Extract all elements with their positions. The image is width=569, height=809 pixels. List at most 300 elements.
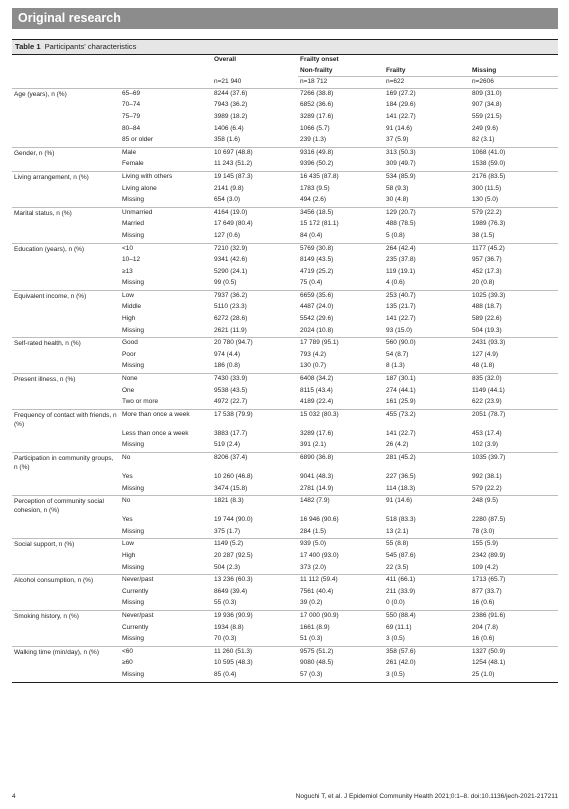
value-frailty: 534 (85.9) bbox=[384, 171, 470, 183]
value-frailty: 264 (42.4) bbox=[384, 243, 470, 255]
category-label: Missing bbox=[122, 599, 145, 607]
value-frailty: 274 (44.1) bbox=[386, 386, 416, 394]
table-row bbox=[12, 219, 558, 231]
value-non-frailty: 39 (0.2) bbox=[300, 599, 323, 607]
value-missing: 1025 (39.3) bbox=[470, 290, 558, 302]
category-label: None bbox=[120, 374, 212, 386]
header-row-1 bbox=[12, 55, 558, 66]
category-label: Missing bbox=[122, 635, 145, 643]
value-missing: 907 (34.8) bbox=[472, 101, 502, 109]
value-missing: 2176 (83.5) bbox=[470, 171, 558, 183]
table-row bbox=[12, 314, 558, 326]
value-overall: 9538 (43.5) bbox=[214, 386, 248, 394]
characteristic-label: Alcohol consumption, n (%) bbox=[12, 575, 120, 587]
value-missing: 155 (5.9) bbox=[470, 539, 558, 551]
table-row bbox=[12, 290, 558, 302]
value-non-frailty: 4189 (22.4) bbox=[300, 398, 334, 406]
value-frailty: 211 (33.9) bbox=[386, 587, 416, 595]
characteristic-label: Smoking history, n (%) bbox=[12, 610, 120, 622]
characteristic-label: Perception of community social cohesion, n (%) bbox=[12, 496, 120, 516]
value-overall: 3883 (17.7) bbox=[214, 429, 248, 437]
value-non-frailty: 1783 (9.5) bbox=[300, 184, 330, 192]
value-missing: 248 (9.5) bbox=[470, 496, 558, 516]
header-missing: Missing bbox=[470, 66, 558, 77]
category-label: One bbox=[122, 386, 135, 394]
value-non-frailty: 3456 (18.5) bbox=[298, 207, 384, 219]
category-label: 85 or older bbox=[122, 136, 154, 144]
value-overall: 8206 (37.4) bbox=[212, 453, 298, 473]
value-overall: 19 744 (90.0) bbox=[214, 516, 253, 524]
value-overall: 519 (2.4) bbox=[214, 441, 241, 449]
value-overall: 1149 (5.2) bbox=[212, 539, 298, 551]
value-missing: 1538 (59.0) bbox=[472, 160, 506, 168]
category-label: Living alone bbox=[122, 184, 157, 192]
value-frailty: 3 (0.5) bbox=[386, 670, 405, 678]
value-non-frailty: 373 (2.0) bbox=[300, 563, 327, 571]
value-overall: 504 (2.3) bbox=[214, 563, 241, 571]
table-row bbox=[12, 361, 558, 373]
characteristic-label: Gender, n (%) bbox=[12, 147, 120, 159]
table-label: Table 1 bbox=[15, 42, 41, 51]
value-missing: 20 (0.8) bbox=[472, 279, 495, 287]
characteristics-table bbox=[12, 54, 558, 682]
table-row bbox=[12, 112, 558, 124]
category-label: No bbox=[120, 453, 212, 473]
value-overall: 20 287 (92.5) bbox=[214, 551, 253, 559]
value-non-frailty: 2024 (10.8) bbox=[300, 326, 334, 334]
value-non-frailty: 15 032 (80.3) bbox=[298, 409, 384, 429]
header-row-n bbox=[12, 77, 558, 89]
value-overall: 6272 (28.6) bbox=[214, 315, 248, 323]
value-overall: 55 (0.3) bbox=[214, 599, 237, 607]
characteristic-label: Self-rated health, n (%) bbox=[12, 338, 120, 350]
category-label: <10 bbox=[120, 243, 212, 255]
category-label: Missing bbox=[122, 563, 145, 571]
characteristic-label: Present illness, n (%) bbox=[12, 374, 120, 386]
value-missing: 1989 (76.3) bbox=[472, 220, 506, 228]
value-missing: 48 (1.8) bbox=[472, 362, 495, 370]
value-overall: 85 (0.4) bbox=[214, 670, 237, 678]
value-non-frailty: 5542 (29.6) bbox=[300, 315, 334, 323]
value-frailty: 358 (57.6) bbox=[384, 646, 470, 658]
characteristic-label: Social support, n (%) bbox=[12, 539, 120, 551]
category-label: Low bbox=[120, 290, 212, 302]
value-missing: 1327 (50.9) bbox=[470, 646, 558, 658]
value-non-frailty: 5769 (30.8) bbox=[298, 243, 384, 255]
table-row bbox=[12, 278, 558, 290]
category-label: Low bbox=[120, 539, 212, 551]
table-row bbox=[12, 255, 558, 267]
characteristic-label: Walking time (min/day), n (%) bbox=[12, 646, 120, 658]
value-missing: 16 (0.6) bbox=[472, 635, 495, 643]
value-non-frailty: 7266 (38.8) bbox=[298, 88, 384, 100]
header-non-frailty: Non-frailty bbox=[298, 66, 384, 77]
table-row bbox=[12, 575, 558, 587]
category-label: 70–74 bbox=[122, 101, 141, 109]
table-body bbox=[12, 88, 558, 681]
category-label: Male bbox=[120, 147, 212, 159]
value-frailty: 518 (83.3) bbox=[386, 516, 416, 524]
value-overall: 20 780 (94.7) bbox=[212, 338, 298, 350]
characteristic-label: Age (years), n (%) bbox=[12, 88, 120, 100]
table-row bbox=[12, 386, 558, 398]
value-non-frailty: 4719 (25.2) bbox=[300, 267, 334, 275]
category-label: Missing bbox=[122, 527, 145, 535]
characteristic-label: Equivalent income, n (%) bbox=[12, 290, 120, 302]
category-label: Missing bbox=[122, 670, 145, 678]
value-missing: 300 (11.5) bbox=[472, 184, 502, 192]
value-frailty: 141 (22.7) bbox=[386, 429, 416, 437]
value-missing: 1068 (41.0) bbox=[470, 147, 558, 159]
table-row bbox=[12, 171, 558, 183]
value-non-frailty: 8115 (43.4) bbox=[300, 386, 333, 394]
value-missing: 2386 (91.6) bbox=[470, 610, 558, 622]
category-label: Missing bbox=[122, 231, 145, 239]
value-frailty: 261 (42.0) bbox=[386, 659, 416, 667]
value-non-frailty: 494 (2.6) bbox=[300, 196, 327, 204]
value-missing: 452 (17.3) bbox=[472, 267, 502, 275]
table-row bbox=[12, 195, 558, 207]
category-label: High bbox=[122, 315, 136, 323]
value-missing: 957 (36.7) bbox=[472, 256, 502, 264]
value-overall: 11 260 (51.3) bbox=[212, 646, 298, 658]
header-row-2 bbox=[12, 66, 558, 77]
category-label: Less than once a week bbox=[122, 429, 189, 437]
value-frailty: 119 (19.1) bbox=[386, 267, 416, 275]
value-frailty: 253 (40.7) bbox=[384, 290, 470, 302]
value-non-frailty: 284 (1.5) bbox=[300, 527, 327, 535]
value-missing: 82 (3.1) bbox=[472, 136, 495, 144]
value-missing: 1177 (45.2) bbox=[470, 243, 558, 255]
category-label: Two or more bbox=[122, 398, 159, 406]
value-frailty: 13 (2.1) bbox=[386, 527, 409, 535]
table-bottom-rule bbox=[12, 682, 558, 683]
value-overall: 8649 (39.4) bbox=[214, 587, 248, 595]
value-missing: 504 (19.3) bbox=[472, 326, 502, 334]
value-missing: 102 (3.9) bbox=[472, 441, 499, 449]
header-n-overall: n=21 940 bbox=[212, 77, 298, 89]
value-frailty: 135 (21.7) bbox=[386, 303, 416, 311]
value-non-frailty: 9316 (49.8) bbox=[298, 147, 384, 159]
value-overall: 70 (0.3) bbox=[214, 635, 237, 643]
category-label: High bbox=[122, 551, 136, 559]
category-label: Missing bbox=[122, 484, 145, 492]
value-missing: 1254 (48.1) bbox=[472, 659, 506, 667]
value-frailty: 0 (0.0) bbox=[386, 599, 405, 607]
table-row bbox=[12, 267, 558, 279]
table-row bbox=[12, 587, 558, 599]
value-frailty: 37 (5.9) bbox=[386, 136, 409, 144]
value-non-frailty: 84 (0.4) bbox=[300, 231, 323, 239]
value-frailty: 141 (22.7) bbox=[386, 315, 416, 323]
category-label: Never/past bbox=[120, 575, 212, 587]
value-missing: 1035 (39.7) bbox=[470, 453, 558, 473]
value-missing: 249 (9.6) bbox=[472, 124, 499, 132]
category-label: Missing bbox=[122, 279, 145, 287]
table-row bbox=[12, 551, 558, 563]
header-n-frailty: n=622 bbox=[384, 77, 470, 89]
value-frailty: 488 (78.5) bbox=[386, 220, 416, 228]
value-frailty: 30 (4.8) bbox=[386, 196, 409, 204]
category-label: Living with others bbox=[120, 171, 212, 183]
table-row bbox=[12, 207, 558, 219]
category-label: Currently bbox=[122, 623, 149, 631]
value-overall: 4972 (22.7) bbox=[214, 398, 248, 406]
value-non-frailty: 11 112 (59.4) bbox=[298, 575, 384, 587]
value-frailty: 8 (1.3) bbox=[386, 362, 405, 370]
value-overall: 5110 (23.3) bbox=[214, 303, 247, 311]
value-missing: 16 (0.6) bbox=[472, 599, 495, 607]
category-label: Currently bbox=[122, 587, 149, 595]
value-non-frailty: 9041 (48.3) bbox=[300, 473, 334, 480]
category-label: Yes bbox=[122, 473, 133, 480]
category-label: Female bbox=[122, 160, 144, 168]
value-non-frailty: 8149 (43.5) bbox=[300, 256, 334, 264]
table-row bbox=[12, 429, 558, 441]
value-non-frailty: 7561 (40.4) bbox=[300, 587, 334, 595]
value-overall: 1821 (8.3) bbox=[212, 496, 298, 516]
category-label: Missing bbox=[122, 362, 145, 370]
value-missing: 835 (32.0) bbox=[470, 374, 558, 386]
table-row bbox=[12, 646, 558, 658]
value-overall: 9341 (42.6) bbox=[214, 256, 248, 264]
characteristic-label: Marital status, n (%) bbox=[12, 207, 120, 219]
value-overall: 3474 (15.8) bbox=[214, 484, 248, 492]
table-row bbox=[12, 496, 558, 516]
value-missing: 622 (23.9) bbox=[472, 398, 502, 406]
value-missing: 109 (4.2) bbox=[472, 563, 499, 571]
value-non-frailty: 6890 (36.8) bbox=[298, 453, 384, 473]
value-overall: 13 236 (60.3) bbox=[212, 575, 298, 587]
value-frailty: 161 (25.9) bbox=[386, 398, 416, 406]
value-frailty: 235 (37.8) bbox=[386, 256, 416, 264]
header-overall: Overall bbox=[212, 55, 298, 66]
value-non-frailty: 17 400 (93.0) bbox=[300, 551, 339, 559]
table-row bbox=[12, 527, 558, 539]
characteristic-label: Living arrangement, n (%) bbox=[12, 171, 120, 183]
characteristic-label: Participation in community groups, n (%) bbox=[12, 453, 120, 473]
value-non-frailty: 17 000 (90.9) bbox=[298, 610, 384, 622]
table-row bbox=[12, 397, 558, 409]
table-row bbox=[12, 147, 558, 159]
category-label: More than once a week bbox=[120, 409, 212, 429]
table-row bbox=[12, 326, 558, 338]
value-frailty: 58 (9.3) bbox=[386, 184, 409, 192]
value-non-frailty: 2781 (14.9) bbox=[300, 484, 334, 492]
value-overall: 358 (1.6) bbox=[214, 136, 241, 144]
table-row bbox=[12, 231, 558, 243]
value-missing: 579 (22.2) bbox=[470, 207, 558, 219]
value-frailty: 309 (49.7) bbox=[386, 160, 416, 168]
value-overall: 4164 (19.0) bbox=[212, 207, 298, 219]
value-non-frailty: 57 (0.3) bbox=[300, 670, 323, 678]
value-missing: 127 (4.9) bbox=[472, 350, 499, 358]
value-frailty: 4 (0.6) bbox=[386, 279, 405, 287]
value-non-frailty: 15 172 (81.1) bbox=[300, 220, 339, 228]
value-frailty: 54 (8.7) bbox=[386, 350, 409, 358]
table-row bbox=[12, 563, 558, 575]
table-row bbox=[12, 598, 558, 610]
table-row bbox=[12, 515, 558, 527]
value-frailty: 455 (73.2) bbox=[384, 409, 470, 429]
table-row bbox=[12, 409, 558, 429]
value-non-frailty: 75 (0.4) bbox=[300, 279, 323, 287]
header-n-non-frailty: n=18 712 bbox=[298, 77, 384, 89]
category-label: Missing bbox=[122, 441, 145, 449]
category-label: Good bbox=[120, 338, 212, 350]
value-missing: 488 (18.7) bbox=[472, 303, 502, 311]
header-n-missing: n=2606 bbox=[470, 77, 558, 89]
value-frailty: 313 (50.3) bbox=[384, 147, 470, 159]
value-non-frailty: 1482 (7.9) bbox=[298, 496, 384, 516]
value-frailty: 141 (22.7) bbox=[386, 112, 416, 120]
table-row bbox=[12, 484, 558, 496]
value-non-frailty: 6408 (34.2) bbox=[298, 374, 384, 386]
table-row bbox=[12, 243, 558, 255]
table-row bbox=[12, 658, 558, 670]
value-overall: 10 260 (46.8) bbox=[214, 473, 253, 480]
value-missing: 2431 (93.3) bbox=[470, 338, 558, 350]
value-missing: 2051 (78.7) bbox=[470, 409, 558, 429]
value-frailty: 184 (29.6) bbox=[386, 101, 416, 109]
value-frailty: 93 (15.0) bbox=[386, 326, 413, 334]
characteristic-label: Frequency of contact with friends, n (%) bbox=[12, 409, 120, 429]
table-row bbox=[12, 440, 558, 452]
category-label: 80–84 bbox=[122, 124, 141, 132]
value-non-frailty: 3289 (17.6) bbox=[300, 112, 334, 120]
value-frailty: 69 (11.1) bbox=[386, 623, 412, 631]
value-overall: 17 649 (80.4) bbox=[214, 220, 253, 228]
category-label: Missing bbox=[122, 326, 145, 334]
value-overall: 7943 (36.2) bbox=[214, 101, 248, 109]
value-overall: 3989 (18.2) bbox=[214, 112, 248, 120]
value-missing: 589 (22.6) bbox=[472, 315, 502, 323]
category-label: Yes bbox=[122, 516, 133, 524]
value-overall: 654 (3.0) bbox=[214, 196, 241, 204]
value-frailty: 22 (3.5) bbox=[386, 563, 409, 571]
value-non-frailty: 51 (0.3) bbox=[300, 635, 323, 643]
table-row bbox=[12, 374, 558, 386]
value-overall: 8244 (37.6) bbox=[212, 88, 298, 100]
category-label: No bbox=[120, 496, 212, 516]
value-frailty: 55 (8.8) bbox=[384, 539, 470, 551]
table-row bbox=[12, 634, 558, 646]
value-non-frailty: 239 (1.3) bbox=[300, 136, 327, 144]
category-label: ≥60 bbox=[122, 659, 133, 667]
value-frailty: 3 (0.5) bbox=[386, 635, 405, 643]
value-overall: 7210 (32.9) bbox=[212, 243, 298, 255]
value-non-frailty: 939 (5.0) bbox=[298, 539, 384, 551]
table-row bbox=[12, 100, 558, 112]
value-overall: 1934 (8.8) bbox=[214, 623, 244, 631]
value-missing: 2342 (89.9) bbox=[472, 551, 506, 559]
value-frailty: 560 (90.0) bbox=[384, 338, 470, 350]
header-frailty-onset: Frailty onset bbox=[298, 55, 384, 66]
value-frailty: 91 (14.6) bbox=[384, 496, 470, 516]
table-row bbox=[12, 302, 558, 314]
category-label: 10–12 bbox=[122, 256, 141, 264]
value-non-frailty: 793 (4.2) bbox=[300, 350, 327, 358]
value-non-frailty: 1066 (5.7) bbox=[300, 124, 330, 132]
table-row bbox=[12, 539, 558, 551]
value-frailty: 545 (87.6) bbox=[386, 551, 416, 559]
value-frailty: 550 (88.4) bbox=[384, 610, 470, 622]
characteristic-label: Education (years), n (%) bbox=[12, 243, 120, 255]
category-label: Married bbox=[122, 220, 145, 228]
value-overall: 1406 (6.4) bbox=[214, 124, 244, 132]
value-overall: 17 538 (79.9) bbox=[212, 409, 298, 429]
table-row bbox=[12, 135, 558, 147]
value-non-frailty: 1661 (8.9) bbox=[300, 623, 330, 631]
value-overall: 5290 (24.1) bbox=[214, 267, 248, 275]
value-missing: 992 (38.1) bbox=[472, 473, 502, 480]
table-row bbox=[12, 670, 558, 682]
value-missing: 2280 (87.5) bbox=[472, 516, 506, 524]
table-row bbox=[12, 88, 558, 100]
value-frailty: 411 (66.1) bbox=[384, 575, 470, 587]
value-overall: 10 697 (48.8) bbox=[212, 147, 298, 159]
value-non-frailty: 16 435 (87.8) bbox=[298, 171, 384, 183]
value-non-frailty: 130 (0.7) bbox=[300, 362, 327, 370]
value-overall: 19 936 (90.9) bbox=[212, 610, 298, 622]
citation: Noguchi T, et al. J Epidemiol Community Health 2021;0:1–8. doi:10.1136/jech-2021-217211 bbox=[295, 793, 558, 800]
value-non-frailty: 4487 (24.0) bbox=[300, 303, 334, 311]
value-missing: 1713 (65.7) bbox=[470, 575, 558, 587]
section-banner: Original research bbox=[12, 8, 558, 29]
value-frailty: 227 (36.5) bbox=[386, 473, 416, 480]
value-missing: 78 (3.0) bbox=[472, 527, 495, 535]
table-row bbox=[12, 159, 558, 171]
value-frailty: 169 (27.2) bbox=[384, 88, 470, 100]
category-label: Missing bbox=[122, 196, 145, 204]
value-non-frailty: 9080 (48.5) bbox=[300, 659, 334, 667]
value-frailty: 91 (14.6) bbox=[386, 124, 413, 132]
value-non-frailty: 16 946 (90.6) bbox=[300, 516, 339, 524]
value-non-frailty: 391 (2.1) bbox=[300, 441, 327, 449]
page-number: 4 bbox=[12, 793, 16, 800]
value-non-frailty: 3289 (17.6) bbox=[300, 429, 334, 437]
category-label: Never/past bbox=[120, 610, 212, 622]
value-overall: 99 (0.5) bbox=[214, 279, 237, 287]
category-label: 65–69 bbox=[120, 88, 212, 100]
value-overall: 7430 (33.9) bbox=[212, 374, 298, 386]
value-frailty: 26 (4.2) bbox=[386, 441, 409, 449]
value-missing: 204 (7.8) bbox=[472, 623, 499, 631]
value-overall: 2141 (9.8) bbox=[214, 184, 244, 192]
value-missing: 453 (17.4) bbox=[472, 429, 502, 437]
value-frailty: 5 (0.8) bbox=[386, 231, 405, 239]
value-missing: 25 (1.0) bbox=[472, 670, 495, 678]
value-overall: 974 (4.4) bbox=[214, 350, 241, 358]
category-label: Unmarried bbox=[120, 207, 212, 219]
table-row bbox=[12, 338, 558, 350]
value-overall: 2621 (11.9) bbox=[214, 326, 247, 334]
value-missing: 809 (31.0) bbox=[470, 88, 558, 100]
table-row bbox=[12, 472, 558, 484]
value-overall: 19 145 (87.3) bbox=[212, 171, 298, 183]
value-frailty: 114 (18.3) bbox=[386, 484, 416, 492]
value-missing: 877 (33.7) bbox=[472, 587, 502, 595]
table-row bbox=[12, 124, 558, 136]
category-label: 75–79 bbox=[122, 112, 141, 120]
category-label: ≥13 bbox=[122, 267, 133, 275]
table-caption-bar bbox=[12, 39, 558, 54]
table-caption: Participants' characteristics bbox=[44, 42, 137, 51]
value-missing: 1149 (44.1) bbox=[472, 386, 505, 394]
value-overall: 10 595 (48.3) bbox=[214, 659, 253, 667]
value-overall: 127 (0.6) bbox=[214, 231, 241, 239]
header-frailty: Frailty bbox=[384, 66, 470, 77]
